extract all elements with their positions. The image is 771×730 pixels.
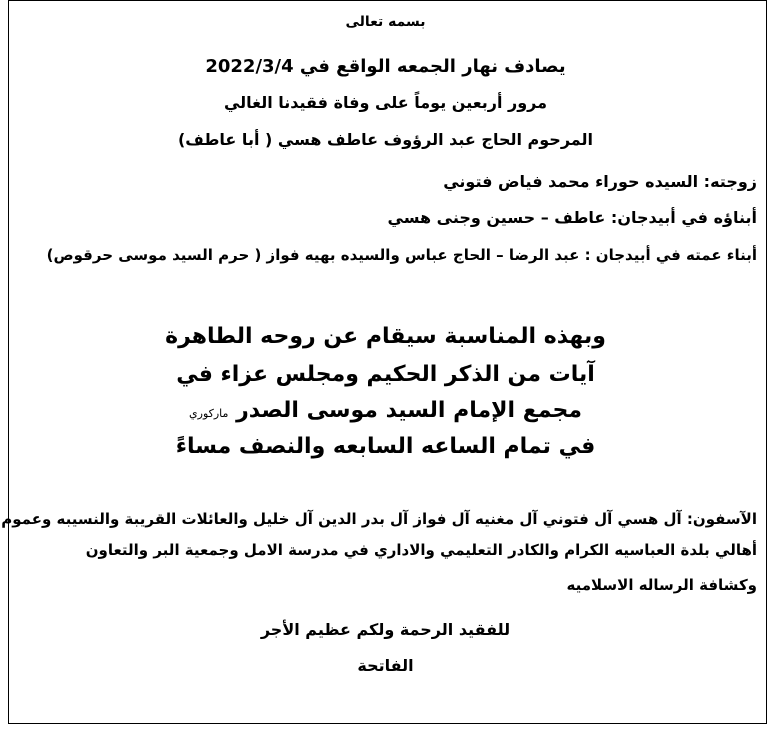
basmala-heading: بسمه تعالى	[345, 14, 426, 30]
mourners-line-3: وكشافة الرساله الاسلاميه	[566, 576, 757, 594]
announcement-line-2: آيات من الذكر الحكيم ومجلس عزاء في	[176, 362, 595, 387]
sons-line: أبناؤه في أبيدجان: عاطف – حسين وجنى هسي	[387, 208, 757, 227]
cousins-line: أبناء عمته في أبيدجان : عبد الرضا – الحاج عباس والسيده بهيه فواز ( حرم السيد موسى حرقوص)	[46, 246, 757, 264]
fatiha-line: الفاتحة	[357, 656, 414, 675]
mourners-line-1: الآسفون: آل هسي آل فتوني آل مغنيه آل فواز آل بدر الدين آل خليل والعائلات القريبة والنسيبه وعموم	[1, 510, 757, 528]
deceased-name: المرحوم الحاج عبد الرؤوف عاطف هسي ( أبا عاطف)	[177, 130, 594, 149]
date-line: يصادف نهار الجمعه الواقع في 2022/3/4	[205, 56, 566, 77]
venue-note: ماركوري	[189, 407, 229, 420]
announcement-line-4: في تمام الساعه السابعه والنصف مساءً	[175, 434, 596, 459]
wife-line: زوجته: السيده حوراء محمد فياض فتوني	[443, 172, 757, 191]
occasion-line: مرور أربعين يوماً على وفاة فقيدنا الغالي	[223, 93, 548, 112]
mourners-line-2: أهالي بلدة العباسيه الكرام والكادر التعليمي والاداري في مدرسة الامل وجمعية البر والتعاون	[85, 541, 757, 559]
condolence-line: للفقيد الرحمة ولكم عظيم الأجر	[260, 620, 511, 639]
announcement-line-3	[0, 398, 771, 423]
venue-name: مجمع الإمام السيد موسى الصدر	[236, 398, 582, 423]
announcement-line-1: وبهذه المناسبة سيقام عن روحه الطاهرة	[165, 324, 606, 349]
